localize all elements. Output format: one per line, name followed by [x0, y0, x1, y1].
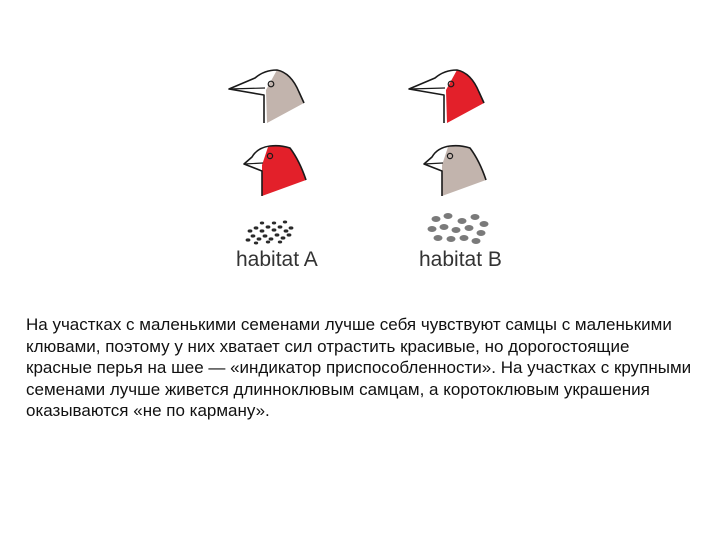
beak-line [424, 163, 443, 164]
seed-cluster-small [246, 221, 294, 245]
seed-cluster-large [428, 213, 489, 244]
habitat-a-label: habitat A [236, 248, 318, 271]
throat-patch [446, 70, 484, 123]
bird-head-long-beak-habitat-a [229, 70, 304, 123]
beak-line [244, 163, 263, 164]
throat-patch [266, 70, 304, 123]
bird-head-short-beak-habitat-a [244, 146, 306, 196]
habitat-b-label: habitat B [419, 248, 502, 271]
beak-line [229, 88, 265, 89]
caption-text: На участках с маленькими семенами лучше себя чувствуют самцы с маленькими клювами, поэтому у них хватает сил отрастить красивые, но дорогостоящие красные перья на шее — «индикатор приспособленности». На участках с крупными семенами лучше живется длинноклювым самцам, а коротоклювым украшения оказываются «не по карману». [26, 315, 692, 420]
bird-head-long-beak-habitat-b [409, 70, 484, 123]
bird-head-short-beak-habitat-b [424, 146, 486, 196]
beak-line [409, 88, 445, 89]
